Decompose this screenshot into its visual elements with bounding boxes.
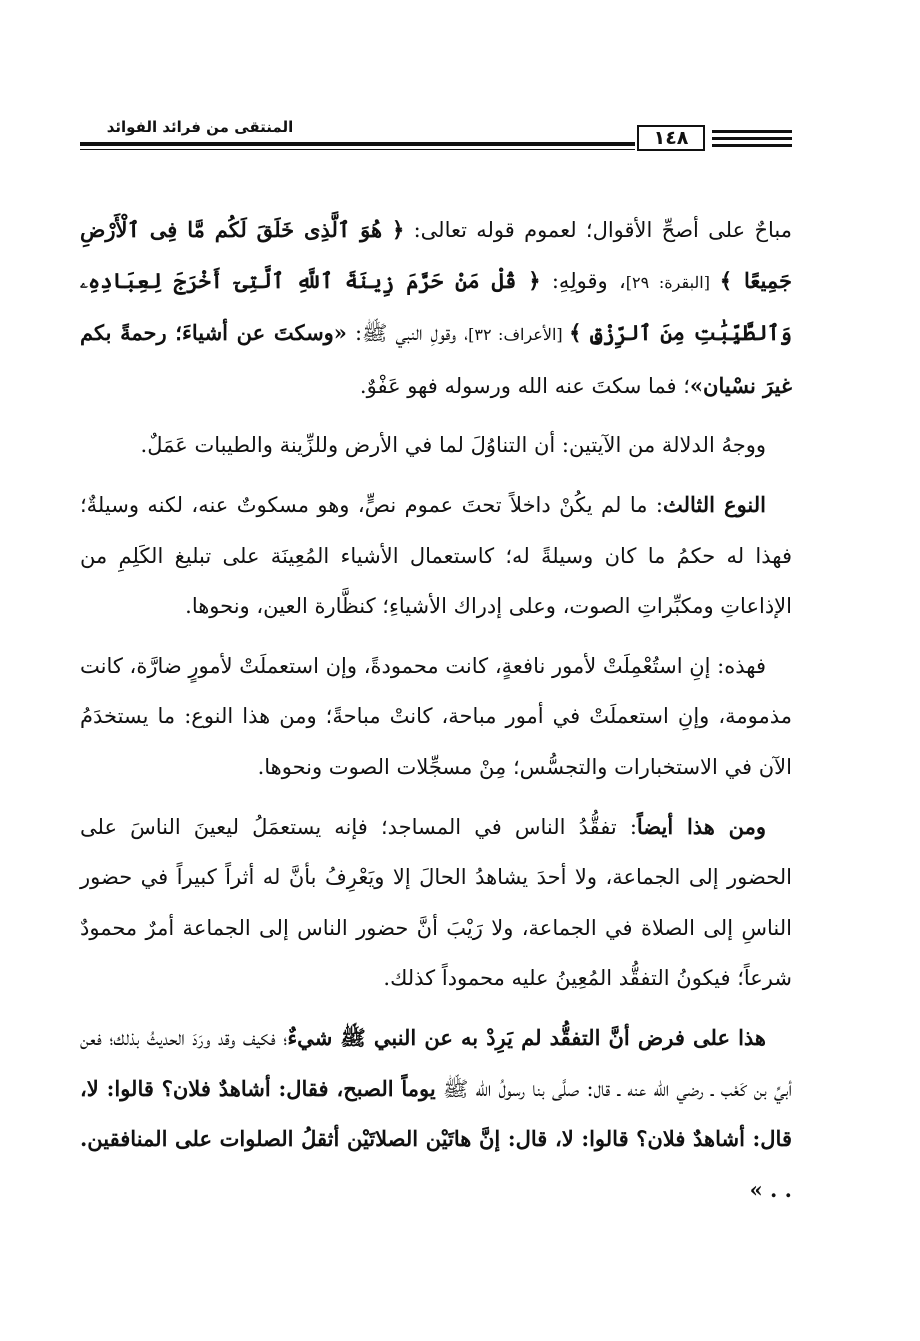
text: : ما لم يكُنْ داخلاً تحتَ عموم نصٍّ، وهو مسكوتٌ عنه، لكنه وسيلةٌ؛ فهذا له حكمُ ما كان وسيلةً له؛ كاستعمال الأشياء المُعِينَة على تبليغ الكَلِمِ من الإذاعاتِ ومكبِّراتِ الصوت، وعلى إدراك الأشياءِ؛ كنظَّارة العين، ونحوها. (80, 492, 792, 619)
hadith-quote: «وسكتَ عن أشياءَ؛ رحمةً بكم غيرَ نسْيان» (80, 320, 792, 398)
header-rule-right (712, 144, 792, 147)
section-lead: ومن هذا أيضاً (636, 813, 766, 839)
text: ، وقولِ النبي ﷺ: (346, 321, 469, 346)
paragraph-4: فهذه: إنِ استُعْمِلَتْ لأمور نافعةٍ، كانت محمودةً، وإن استعملَتْ لأمورٍ ضارَّة، كانت مذمومة، وإنِ استعملَتْ في أمور مباحة، كانتْ مباحةً؛ ومن هذا النوع: ما يستخدَمُ الآن في الاستخبارات والتجسُّس؛ مِنْ مسجِّلات الصوت ونحوها. (80, 653, 792, 779)
text: ؛ فما سكتَ عنه الله ورسوله فهو عَفْوٌ. (359, 373, 690, 398)
verse-reference: [الأعراف: ٣٢] (468, 325, 570, 345)
header-rule-thin (80, 149, 635, 150)
page-header (0, 112, 920, 162)
header-rule-right (712, 130, 792, 133)
quran-verse: ﴿ قُلْ مَنْ حَرَّمَ زِينَةَ ٱللَّهِ ٱلَّتِىٓ أَخْرَجَ لِعِبَادِهِۦ وَٱلطَّيِّبَٰتِ مِنَ ٱلرِّزْقِ ﴾ (80, 267, 792, 346)
text: هذا على فرض أنَّ التفقُّد لم يَرِدْ به عن النبي ﷺ شيءٌ (287, 1024, 767, 1050)
header-rule-right (712, 137, 792, 140)
text: مباحٌ على أصحِّ الأقوال؛ لعموم قوله تعالى: (404, 218, 792, 242)
verse-reference: [البقرة: ٢٩] (625, 272, 720, 292)
quran-verse: ﴿ هُوَ ٱلَّذِى خَلَقَ لَكُم مَّا فِى ٱلْأَرْضِ جَمِيعًا ﴾ (80, 217, 793, 293)
paragraph-1 (80, 205, 792, 411)
book-title: المنتقى من فرائد الفوائد (106, 118, 294, 136)
header-rule-thick (80, 142, 635, 146)
paragraph-6 (80, 1013, 792, 1215)
paragraph-2: ووجهُ الدلالة من الآيتين: أن التناوُلَ لما في الأرض وللزِّينة والطيبات عَمَلٌ. (140, 433, 766, 458)
page-number: ١٤٨ (637, 125, 705, 151)
text: ؛ فكيف وقد ورَدَ الحديثُ بذلك؛ فعن أبيِّ بن كَعْب ـ رضي الله عنه ـ قال: صلَّى بنا رسولُ الله ﷺ (80, 1025, 792, 1101)
paragraph-3 (80, 480, 792, 632)
hadith-quote: يوماً الصبح، فقال: أشاهدٌ فلان؟ قالوا: لا، قال: أشاهدٌ فلان؟ قالوا: لا، قال: إنَّ هاتَيْن الصلاتَيْن أثقلُ الصلوات على المنافقين. . . » (80, 1075, 792, 1202)
text: ، وقولِهِ: (540, 268, 626, 293)
section-lead: النوع الثالث (663, 491, 767, 517)
body-text (80, 205, 792, 1224)
text: : تفقُّدُ الناس في المساجد؛ فإنه يستعمَلُ ليعينَ الناسَ على الحضور إلى الجماعة، ولا أحدَ يشاهدُ الحالَ إلا ويَعْرِفُ بأنَّ له أثراً كبيراً في حضور الناسِ إلى الصلاة في الجماعة، ولا رَيْبَ أنَّ حضور الناس إلى الجماعة أمرٌ محمودٌ شرعاً؛ فيكونُ التفقُّد المُعِينُ عليه محموداً كذلك. (80, 814, 792, 991)
paragraph-5 (80, 802, 792, 1004)
